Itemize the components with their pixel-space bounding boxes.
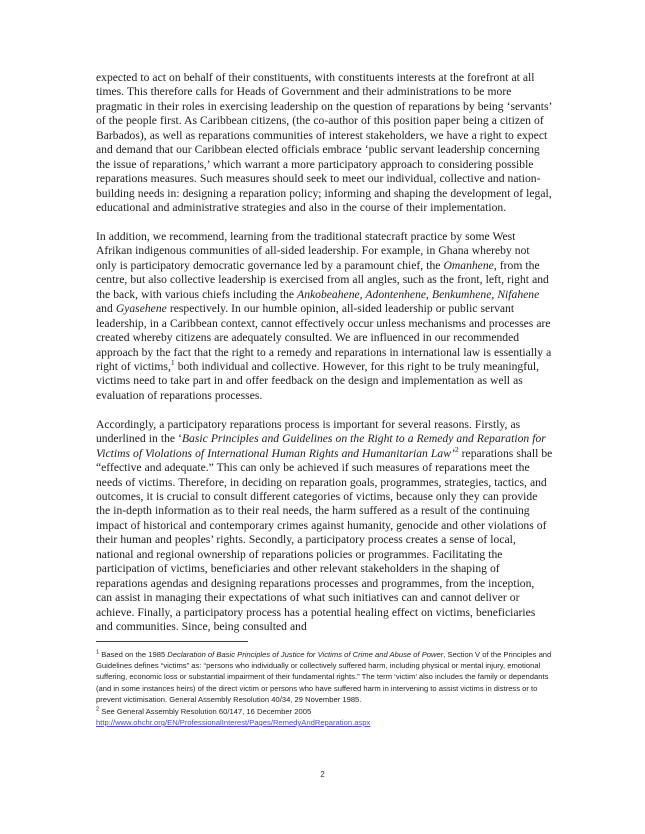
- ohchr-remedy-reparation-link[interactable]: http://www.ohchr.org/EN/ProfessionalInterest/Pages/RemedyAndReparation.aspx: [96, 717, 371, 727]
- paragraph-all-sided-leadership: In addition, we recommend, learning from the traditional statecraft practice by some West Afrikan indigenous communities of all-sided leadership. For example, in Ghana whereby not only is participatory democratic governance led by a paramount chief, the Omanhene, from the centre, but also collective leadership is exercised from all angles, such as the front, left, right and the back, with various chiefs including the Ankobeahene, Adontenhene, Benkumhene, Nifahene and Gyasehene respectively. In our humble opinion, all-sided leadership or public servant leadership, in a Caribbean context, cannot effectively occur unless mechanisms and processes are created whereby citizens are adequately consulted. We are influenced in our recommended approach by the fact that the right to a remedy and reparations in international law is essentially a right of victims,$^1$ both individual and collective. However, for this right to be truly meaningful, victims need to take part in and offer feedback on the design and implementation as well as evaluation of reparations processes.: [96, 229, 552, 402]
- footnote-2: [96, 706, 555, 717]
- paragraph-participatory-reasons: Accordingly, a participatory reparations process is important for several reasons. Firstly, as underlined in the ‘Basic Principles and Guidelines on the Right to a Remedy and Reparation for Victims of Violations of International Human Rights and Humanitarian Law’$^2$ reparations shall be “effective and adequate.” This can only be achieved if such measures of reparations meet the needs of victims. Therefore, in deciding on reparation goals, programmes, strategies, tactics, and outcomes, it is crucial to consult different categories of victims, because only they can provide the in-depth information as to their real needs, the harm suffered as a result of the continuing impact of historical and contemporary crimes against humanity, genocide and other violations of their human and peoples’ rights. Secondly, a participatory process creates a sense of local, national and regional ownership of reparations policies or programmes. Facilitating the participation of victims, beneficiaries and other relevant stakeholders in the shaping of reparations agendas and designing reparations processes and programmes, from the inception, can assist in managing their expectations of what such initiatives can and cannot deliver or achieve. Finally, a participatory process has a potential healing effect on victims, beneficiaries and communities. Since, being consulted and: [96, 417, 553, 634]
- footnote-1: [96, 649, 555, 706]
- footnote-2-marker: 2: [96, 706, 100, 712]
- page-number: 2: [320, 770, 325, 779]
- footnote-2-link-line: [96, 717, 555, 728]
- footnote-2-text: See General Assembly Resolution 60/147, 16 December 2005: [99, 706, 312, 716]
- paragraph-constituents: expected to act on behalf of their constituents, with constituents interests at the forefront at all times. This therefore calls for Heads of Government and their administrations to be more pragmatic in their roles in exercising leadership on the question of reparations by being ‘servants’ of the people first. As Caribbean citizens, (the co-author of this position paper being a citizen of Barbados), as well as reparations communities of interest stakeholders, we have a right to expect and demand that our Caribbean elected officials embrace ‘public servant leadership concerning the issue of reparations,’ which warrant a more participatory approach to considering possible reparations measures. Such measures should seek to meet our individual, collective and nation-building needs in: designing a reparation policy; informing and shaping the development of legal, educational and administrative strategies and also in the course of their implementation.: [96, 71, 552, 215]
- document-body: [96, 71, 553, 635]
- footnote-separator-rule: [96, 641, 248, 642]
- footnote-1-marker: 1: [96, 648, 100, 655]
- footnote-1-text: Based on the 1985 Declaration of Basic Principles of Justice for Victims of Crime and Abuse of Power, Section V of the Principles and Guidelines defines “victims” as: “persons who individually or collectively suffered harm, including physical or mental injury, emotional suffering, economic loss or substantial impairment of their fundamental rights.” The term ‘victim’ also includes the family or dependants (and in some instances heirs) of the direct victim or persons who have suffered harm in intervening to assist victims in distress or to prevent victimisation. General Assembly Resolution 40/34, 29 November 1985.: [96, 649, 552, 705]
- footnote-section: [96, 641, 555, 728]
